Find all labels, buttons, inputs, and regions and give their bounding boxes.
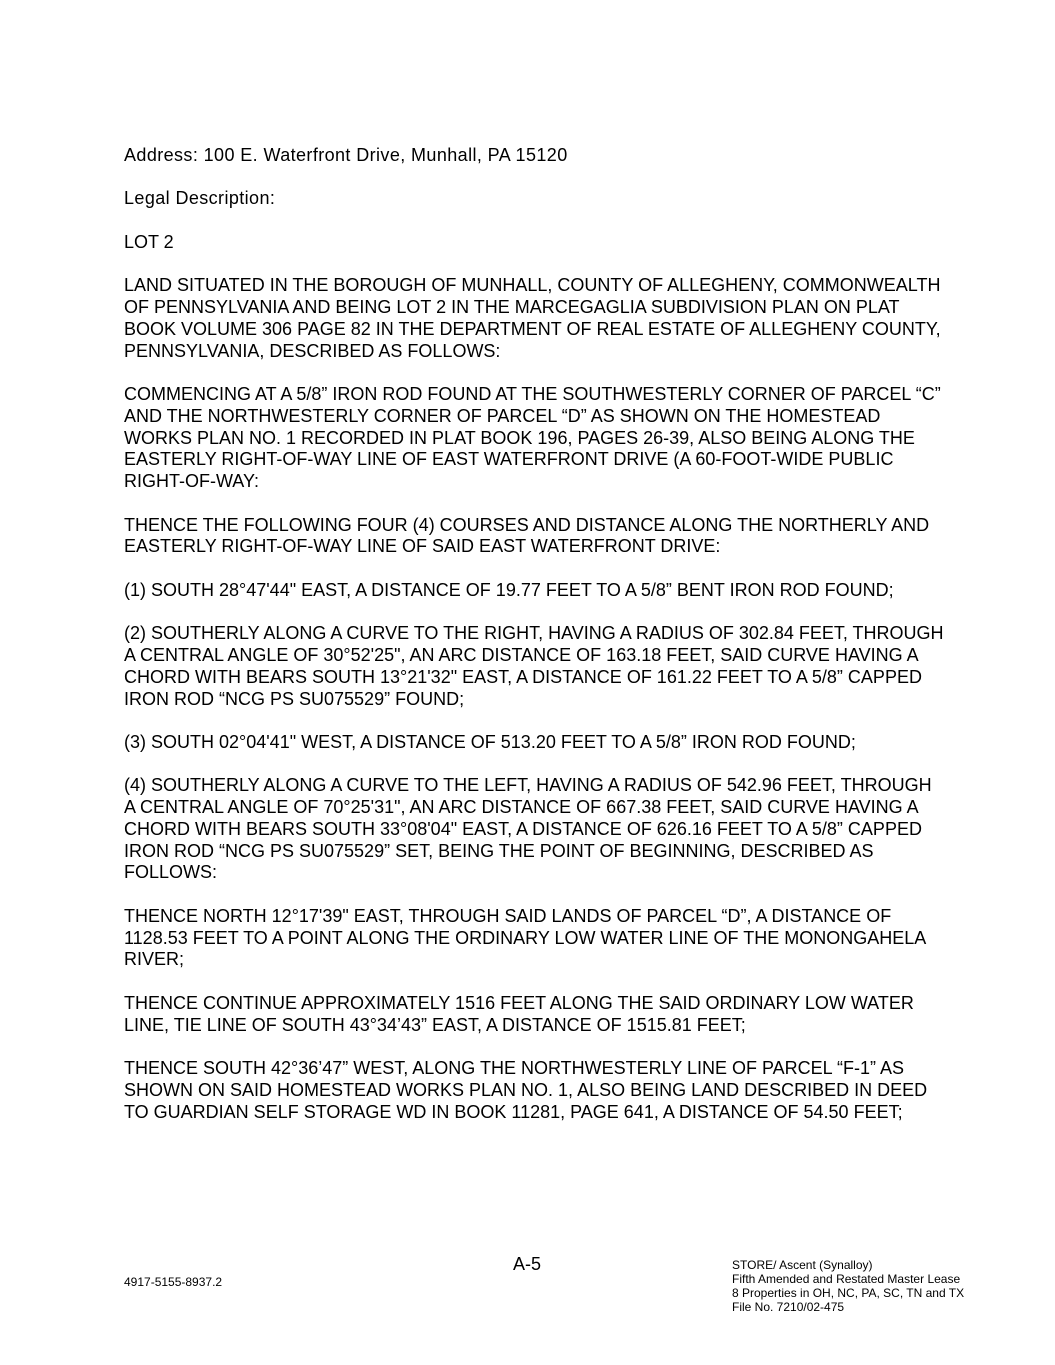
paragraph-four-courses: THENCE THE FOLLOWING FOUR (4) COURSES AND DISTANCE ALONG THE NORTHERLY AND EASTERLY RIGHT-OF-WAY LINE OF SAID EAST WATERFRONT DRIVE: xyxy=(124,514,930,557)
paragraph-course-3: (3) SOUTH 02°04'41" WEST, A DISTANCE OF 513.20 FEET TO A 5/8” IRON ROD FOUND; xyxy=(124,731,856,752)
page-number: A-5 xyxy=(513,1254,542,1274)
paragraph-course-2: (2) SOUTHERLY ALONG A CURVE TO THE RIGHT, HAVING A RADIUS OF 302.84 FEET, THROUGH A CENTRAL ANGLE OF 30°52'25", AN ARC DISTANCE OF 163.18 FEET, SAID CURVE HAVING A CHORD WITH BEARS SOUTH 13°21'32" EAST, A DISTANCE OF 161.22 FEET TO A 5/8” CAPPED IRON ROD “NCG PS SU075529” FOUND; xyxy=(124,623,944,709)
document-id: 4917-5155-8937.2 xyxy=(124,1275,223,1289)
address-line: Address: 100 E. Waterfront Drive, Munhall, PA 15120 xyxy=(124,145,568,165)
paragraph-commencing: COMMENCING AT A 5/8” IRON ROD FOUND AT THE SOUTHWESTERLY CORNER OF PARCEL “C” AND THE NORTHWESTERLY CORNER OF PARCEL “D” AS SHOWN ON THE HOMESTEAD WORKS PLAN NO. 1 RECORDED IN PLAT BOOK 196, PAGES 26-39, ALSO BEING ALONG THE EASTERLY RIGHT-OF-WAY LINE OF EAST WATERFRONT DRIVE (A 60-FOOT-WIDE PUBLIC RIGHT-OF-WAY: xyxy=(124,383,941,492)
paragraph-course-4: (4) SOUTHERLY ALONG A CURVE TO THE LEFT, HAVING A RADIUS OF 542.96 FEET, THROUGH A CENTRAL ANGLE OF 70°25'31", AN ARC DISTANCE OF 667.38 FEET, SAID CURVE HAVING A CHORD WITH BEARS SOUTH 33°08'04" EAST, A DISTANCE OF 626.16 FEET TO A 5/8” CAPPED IRON ROD “NCG PS SU075529” SET, BEING THE POINT OF BEGINNING, DESCRIBED AS FOLLOWS: xyxy=(124,775,932,883)
paragraph-thence-north: THENCE NORTH 12°17'39" EAST, THROUGH SAID LANDS OF PARCEL “D”, A DISTANCE OF 1128.53 FEET TO A POINT ALONG THE ORDINARY LOW WATER LINE OF THE MONONGAHELA RIVER; xyxy=(124,905,926,970)
footer-line-properties: 8 Properties in OH, NC, PA, SC, TN and TX xyxy=(732,1286,965,1300)
footer-line-parties: STORE/ Ascent (Synalloy) xyxy=(732,1258,873,1272)
paragraph-thence-south: THENCE SOUTH 42°36’47” WEST, ALONG THE NORTHWESTERLY LINE OF PARCEL “F-1” AS SHOWN ON SAID HOMESTEAD WORKS PLAN NO. 1, ALSO BEING LAND DESCRIBED IN DEED TO GUARDIAN SELF STORAGE WD IN BOOK 11281, PAGE 641, A DISTANCE OF 54.50 FEET; xyxy=(124,1058,928,1122)
lot-heading: LOT 2 xyxy=(124,231,174,252)
document-body xyxy=(124,145,944,1145)
paragraph-course-1: (1) SOUTH 28°47'44" EAST, A DISTANCE OF 19.77 FEET TO A 5/8” BENT IRON ROD FOUND; xyxy=(124,579,894,600)
legal-description-label: Legal Description: xyxy=(124,188,276,209)
paragraph-thence-continue: THENCE CONTINUE APPROXIMATELY 1516 FEET ALONG THE SAID ORDINARY LOW WATER LINE, TIE LINE OF SOUTH 43°34’43” EAST, A DISTANCE OF 1515.81 FEET; xyxy=(124,992,914,1035)
paragraph-land-situated: LAND SITUATED IN THE BOROUGH OF MUNHALL, COUNTY OF ALLEGHENY, COMMONWEALTH OF PENNSYLVANIA AND BEING LOT 2 IN THE MARCEGAGLIA SUBDIVISION PLAN ON PLAT BOOK VOLUME 306 PAGE 82 IN THE DEPARTMENT OF REAL ESTATE OF ALLEGHENY COUNTY, PENNSYLVANIA, DESCRIBED AS FOLLOWS: xyxy=(124,275,941,361)
footer-line-lease: Fifth Amended and Restated Master Lease xyxy=(732,1272,961,1286)
footer-reference-block xyxy=(732,1258,964,1314)
footer-line-file-no: File No. 7210/02-475 xyxy=(732,1300,845,1314)
